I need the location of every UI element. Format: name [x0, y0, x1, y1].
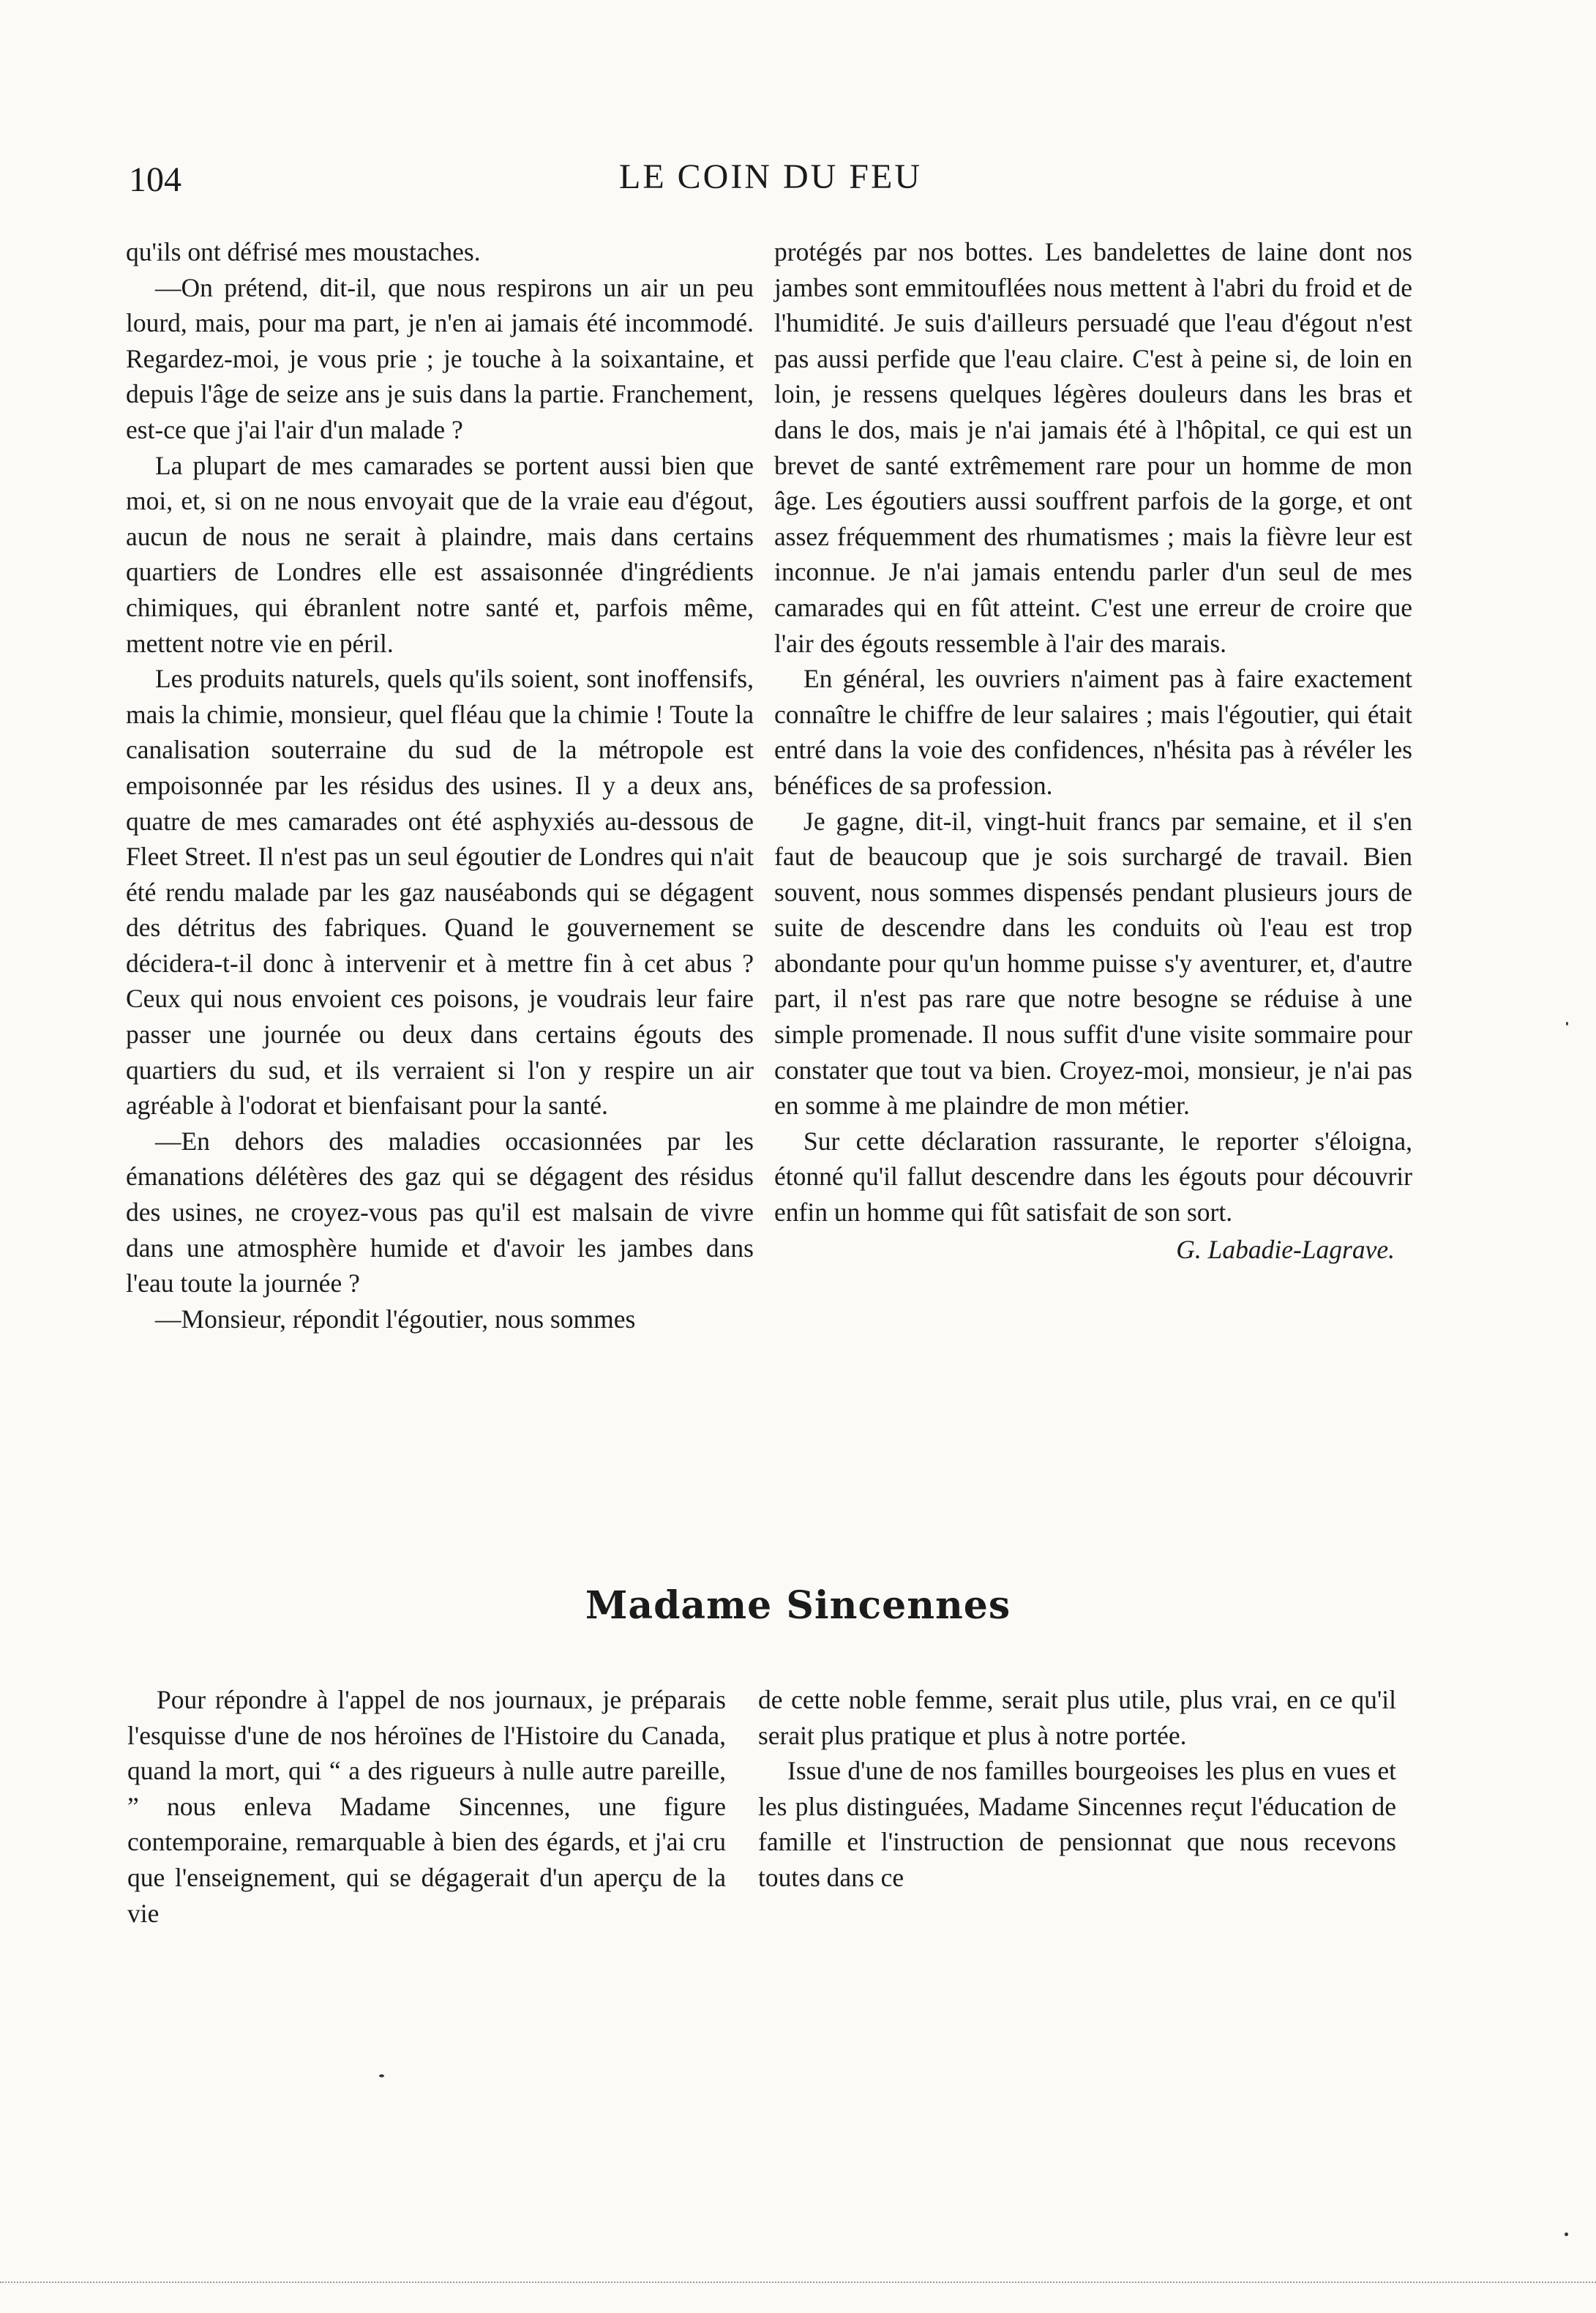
page-bottom-edge — [0, 2282, 1596, 2283]
paragraph: Issue d'une de nos familles bourgeoises les plus en vues et les plus distinguées, Madame Sincennes reçut l'éducation de famille et l'instruction de pensionnat que nous recevons toutes dans ce — [758, 1756, 1396, 1892]
page-number: 104 — [129, 160, 181, 199]
paragraph: Pour répondre à l'appel de nos journaux, je préparais l'esquisse d'une de nos héroïnes de l'Histoire du Canada, quand la mort, qui “ a des rigueurs à nulle autre pareille, ” nous enleva Madame Sincennes, une figure contemporaine, remarquable à bien des égards, et j'ai cru que l'enseignement, qui se dégagerait d'un aperçu de la vie — [127, 1685, 726, 1928]
paragraph: Sur cette déclaration rassurante, le reporter s'éloigna, étonné qu'il fallut descendre dans les égouts pour découvrir enfin un homme qui fût satisfait de son sort. — [774, 1126, 1412, 1228]
paragraph: protégés par nos bottes. Les bandelettes de laine dont nos jambes sont emmitouflées nous mettent à l'abri du froid et de l'humidité. Je suis d'ailleurs persuadé que l'eau d'égout n'est pas aussi perfide que l'eau claire. C'est à peine si, de loin en loin, je ressens quelques légères douleurs dans les bras et dans le dos, mais je n'ai jamais été à l'hôpital, ce qui est un brevet de santé extrêmement rare pour un homme de mon âge. Les égoutiers aussi souffrent parfois de la gorge, et ont assez fréquemment des rhumatismes ; mais la fièvre leur est inconnue. Je n'ai jamais entendu parler d'un seul de mes camarades qui en fût atteint. C'est une erreur de croire que l'air des égouts ressemble à l'air des marais. — [774, 237, 1412, 658]
paragraph: de cette noble femme, serait plus utile, plus vrai, en ce qu'il serait plus pratique et plus à notre portée. — [758, 1685, 1396, 1750]
paragraph: —Monsieur, répondit l'égoutier, nous sommes — [155, 1304, 636, 1334]
article1-right-column — [774, 234, 1412, 1267]
ink-speck — [379, 2074, 384, 2077]
paragraph: qu'ils ont défrisé mes moustaches. — [126, 237, 481, 266]
article2-left-column — [127, 1682, 726, 1931]
paragraph: —En dehors des maladies occasionnées par les émanations délétères des gaz qui se dégagent des résidus des usines, ne croyez-vous pas qu'il est malsain de vivre dans une atmosphère humide et d'avoir les jambes dans l'eau toute la journée ? — [126, 1126, 754, 1299]
paragraph: —On prétend, dit-il, que nous respirons un air un peu lourd, mais, pour ma part, je n'en ai jamais été incommodé. Regardez-moi, je vous prie ; je touche à la soixantaine, et depuis l'âge de seize ans je suis dans la partie. Franchement, est-ce que j'ai l'air d'un malade ? — [126, 272, 754, 444]
paragraph: En général, les ouvriers n'aiment pas à faire exactement connaître le chiffre de leur salaires ; mais l'égoutier, qui était entré dans la voie des confidences, n'hésita pas à révéler les bénéfices de sa profession. — [774, 664, 1412, 800]
article2-title: Madame Sincennes — [585, 1583, 1011, 1628]
article1-left-column — [126, 234, 754, 1337]
paragraph: La plupart de mes camarades se portent aussi bien que moi, et, si on ne nous envoyait que de la vraie eau d'égout, aucun de nous ne serait à plaindre, mais dans certains quartiers de Londres elle est assaisonnée d'ingrédients chimiques, qui ébranlent notre santé et, parfois même, mettent notre vie en péril. — [126, 450, 754, 658]
article2-right-column — [758, 1682, 1396, 1896]
paragraph: Je gagne, dit-il, vingt-huit francs par semaine, et il s'en faut de beaucoup que je sois surchargé de travail. Bien souvent, nous sommes dispensés pendant plusieurs jours de suite de descendre dans les conduits où l'eau est trop abondante pour qu'un homme puisse s'y aventurer, et, d'autre part, il n'est pas rare que notre besogne se réduise à une simple promenade. Il nous suffit d'une visite sommaire pour constater que tout va bien. Croyez-moi, monsieur, je n'ai pas en somme à me plaindre de mon métier. — [774, 806, 1412, 1121]
paragraph: Les produits naturels, quels qu'ils soient, sont inoffensifs, mais la chimie, monsieur, quel fléau que la chimie ! Toute la canalisation souterraine du sud de la métropole est empoisonnée par les résidus des usines. Il y a deux ans, quatre de mes camarades ont été asphyxiés au-dessous de Fleet Street. Il n'est pas un seul égoutier de Londres qui n'ait été rendu malade par les gaz nauséabonds qui se dégagent des détritus des fabriques. Quand le gouvernement se décidera-t-il donc à intervenir et à mettre fin à cet abus ? Ceux qui nous envoient ces poisons, je voudrais leur faire passer une journée ou deux dans certains égouts des quartiers du sud, et ils verraient si l'on y respire un air agréable à l'odorat et bienfaisant pour la santé. — [126, 664, 754, 1121]
ink-speck — [1565, 2232, 1568, 2236]
running-title: LE COIN DU FEU — [619, 157, 922, 196]
author-signature: G. Labadie-Lagrave. — [1176, 1234, 1395, 1264]
ink-speck — [1566, 1022, 1568, 1025]
